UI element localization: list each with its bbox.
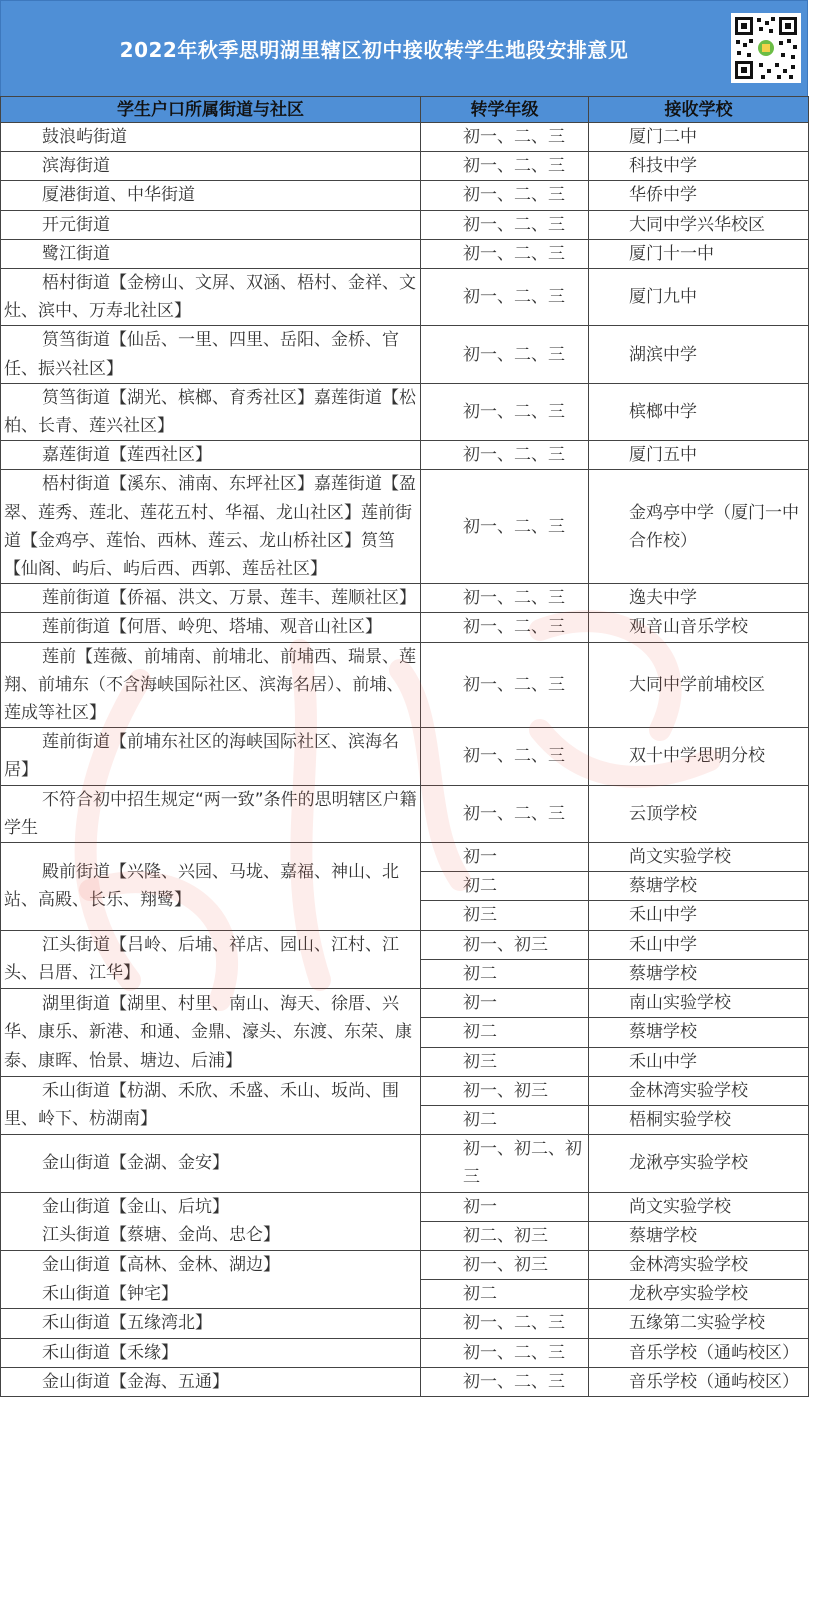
school-cell: 龙秋亭实验学校	[589, 1280, 809, 1309]
school-cell: 蔡塘学校	[589, 872, 809, 901]
school-cell: 观音山音乐学校	[589, 613, 809, 642]
table-row	[1, 441, 809, 470]
district-cell: 湖里街道【湖里、村里、南山、海天、徐厝、兴华、康乐、新港、和通、金鼎、濠头、东渡、东荣、康泰、康晖、怡景、塘边、后浦】	[1, 989, 421, 1077]
school-cell: 厦门二中	[589, 123, 809, 152]
grade-cell: 初二	[421, 1280, 589, 1309]
table-row	[1, 930, 809, 959]
table-row	[1, 181, 809, 210]
school-cell: 梧桐实验学校	[589, 1105, 809, 1134]
grade-cell: 初一、二、三	[421, 210, 589, 239]
grade-cell: 初一、二、三	[421, 181, 589, 210]
table-row	[1, 642, 809, 728]
grade-cell: 初一、二、三	[421, 326, 589, 383]
grade-cell: 初一、二、三	[421, 613, 589, 642]
grade-cell: 初一、二、三	[421, 642, 589, 728]
school-cell: 金林湾实验学校	[589, 1250, 809, 1279]
table-row	[1, 239, 809, 268]
district-cell: 禾山街道【钟宅】	[1, 1280, 421, 1309]
district-cell: 金山街道【金海、五通】	[1, 1367, 421, 1396]
table-row	[1, 1192, 809, 1221]
district-cell: 江头街道【吕岭、后埔、祥店、园山、江村、江头、吕厝、江华】	[1, 930, 421, 988]
grade-cell: 初一、二、三	[421, 1367, 589, 1396]
school-cell: 槟榔中学	[589, 383, 809, 440]
school-cell: 南山实验学校	[589, 989, 809, 1018]
school-cell: 大同中学兴华校区	[589, 210, 809, 239]
grade-cell: 初二	[421, 959, 589, 988]
table-row	[1, 989, 809, 1018]
grade-cell: 初一、二、三	[421, 239, 589, 268]
table-row	[1, 1076, 809, 1105]
header-school: 接收学校	[589, 97, 809, 123]
table-row	[1, 1221, 809, 1250]
school-cell: 科技中学	[589, 152, 809, 181]
school-cell: 厦门五中	[589, 441, 809, 470]
qr-code-icon	[731, 13, 801, 83]
table-row	[1, 584, 809, 613]
grade-cell: 初一、初三	[421, 930, 589, 959]
grade-cell: 初二	[421, 1105, 589, 1134]
district-cell: 禾山街道【枋湖、禾欣、禾盛、禾山、坂尚、围里、岭下、枋湖南】	[1, 1076, 421, 1134]
grade-cell: 初一	[421, 989, 589, 1018]
grade-cell: 初一、二、三	[421, 441, 589, 470]
district-cell: 殿前街道【兴隆、兴园、马垅、嘉福、神山、北站、高殿、长乐、翔鹭】	[1, 843, 421, 931]
school-cell: 蔡塘学校	[589, 1221, 809, 1250]
table-row	[1, 1250, 809, 1279]
school-cell: 蔡塘学校	[589, 959, 809, 988]
grade-cell: 初一、二、三	[421, 269, 589, 326]
grade-cell: 初一、二、三	[421, 584, 589, 613]
district-cell: 鼓浪屿街道	[1, 123, 421, 152]
school-cell: 尚文实验学校	[589, 1192, 809, 1221]
school-cell: 蔡塘学校	[589, 1018, 809, 1047]
district-cell: 滨海街道	[1, 152, 421, 181]
district-cell: 金山街道【高林、金林、湖边】	[1, 1250, 421, 1279]
grade-cell: 初一、二、三	[421, 728, 589, 785]
grade-cell: 初一、二、三	[421, 470, 589, 584]
table-row	[1, 152, 809, 181]
table-row	[1, 470, 809, 584]
district-cell: 梧村街道【金榜山、文屏、双涵、梧村、金祥、文灶、滨中、万寿北社区】	[1, 269, 421, 326]
grade-cell: 初三	[421, 901, 589, 930]
header-grade: 转学年级	[421, 97, 589, 123]
district-cell: 莲前【莲薇、前埔南、前埔北、前埔西、瑞景、莲翔、前埔东（不含海峡国际社区、滨海名居）、前埔、莲成等社区】	[1, 642, 421, 728]
header-district: 学生户口所属街道与社区	[1, 97, 421, 123]
grade-cell: 初二	[421, 872, 589, 901]
school-cell: 大同中学前埔校区	[589, 642, 809, 728]
school-cell: 逸夫中学	[589, 584, 809, 613]
school-cell: 禾山中学	[589, 930, 809, 959]
district-cell: 开元街道	[1, 210, 421, 239]
grade-cell: 初一、二、三	[421, 1309, 589, 1338]
grade-cell: 初一	[421, 1192, 589, 1221]
school-cell: 音乐学校（通屿校区）	[589, 1367, 809, 1396]
district-cell: 禾山街道【五缘湾北】	[1, 1309, 421, 1338]
district-cell: 鹭江街道	[1, 239, 421, 268]
grade-cell: 初一、二、三	[421, 785, 589, 842]
school-cell: 湖滨中学	[589, 326, 809, 383]
table-row	[1, 785, 809, 842]
page-title: 2022年秋季思明湖里辖区初中接收转学生地段安排意见	[119, 38, 629, 62]
district-cell: 莲前街道【侨福、洪文、万景、莲丰、莲顺社区】	[1, 584, 421, 613]
table-row	[1, 326, 809, 383]
school-cell: 尚文实验学校	[589, 843, 809, 872]
school-cell: 双十中学思明分校	[589, 728, 809, 785]
table-row	[1, 123, 809, 152]
district-cell: 莲前街道【前埔东社区的海峡国际社区、滨海名居】	[1, 728, 421, 785]
grade-cell: 初一、二、三	[421, 152, 589, 181]
table-row	[1, 1135, 809, 1192]
school-cell: 厦门十一中	[589, 239, 809, 268]
district-cell: 禾山街道【禾缘】	[1, 1338, 421, 1367]
table-row	[1, 1338, 809, 1367]
table-row	[1, 1280, 809, 1309]
title-bar	[0, 0, 808, 96]
district-cell: 梧村街道【溪东、浦南、东坪社区】嘉莲街道【盈翠、莲秀、莲北、莲花五村、华福、龙山社区】莲前街道【金鸡亭、莲怡、西林、莲云、龙山桥社区】筼筜【仙阁、屿后、屿后西、西郭、莲岳社区】	[1, 470, 421, 584]
district-cell: 嘉莲街道【莲西社区】	[1, 441, 421, 470]
table-header-row	[1, 97, 809, 123]
table-row	[1, 613, 809, 642]
table-row	[1, 383, 809, 440]
school-cell: 禾山中学	[589, 1047, 809, 1076]
school-cell: 华侨中学	[589, 181, 809, 210]
school-cell: 金鸡亭中学（厦门一中合作校）	[589, 470, 809, 584]
district-cell: 厦港街道、中华街道	[1, 181, 421, 210]
table-row	[1, 210, 809, 239]
grade-cell: 初一、二、三	[421, 1338, 589, 1367]
grade-cell: 初一、初三	[421, 1250, 589, 1279]
district-cell: 筼筜街道【湖光、槟榔、育秀社区】嘉莲街道【松柏、长青、莲兴社区】	[1, 383, 421, 440]
district-cell: 金山街道【金湖、金安】	[1, 1135, 421, 1192]
grade-cell: 初二	[421, 1018, 589, 1047]
district-cell: 不符合初中招生规定“两一致”条件的思明辖区户籍学生	[1, 785, 421, 842]
district-cell: 筼筜街道【仙岳、一里、四里、岳阳、金桥、官任、振兴社区】	[1, 326, 421, 383]
school-cell: 五缘第二实验学校	[589, 1309, 809, 1338]
district-cell: 莲前街道【何厝、岭兜、塔埔、观音山社区】	[1, 613, 421, 642]
grade-cell: 初一、二、三	[421, 123, 589, 152]
school-cell: 云顶学校	[589, 785, 809, 842]
grade-cell: 初三	[421, 1047, 589, 1076]
school-cell: 厦门九中	[589, 269, 809, 326]
school-cell: 音乐学校（通屿校区）	[589, 1338, 809, 1367]
school-cell: 金林湾实验学校	[589, 1076, 809, 1105]
district-cell: 江头街道【蔡塘、金尚、忠仑】	[1, 1221, 421, 1250]
grade-cell: 初二、初三	[421, 1221, 589, 1250]
allocation-table	[0, 96, 809, 1397]
grade-cell: 初一、初三	[421, 1076, 589, 1105]
school-cell: 禾山中学	[589, 901, 809, 930]
table-row	[1, 1367, 809, 1396]
grade-cell: 初一、初二、初三	[421, 1135, 589, 1192]
school-cell: 龙湫亭实验学校	[589, 1135, 809, 1192]
grade-cell: 初一、二、三	[421, 383, 589, 440]
district-cell: 金山街道【金山、后坑】	[1, 1192, 421, 1221]
table-row	[1, 269, 809, 326]
table-row	[1, 1309, 809, 1338]
grade-cell: 初一	[421, 843, 589, 872]
table-row	[1, 728, 809, 785]
table-row	[1, 843, 809, 872]
